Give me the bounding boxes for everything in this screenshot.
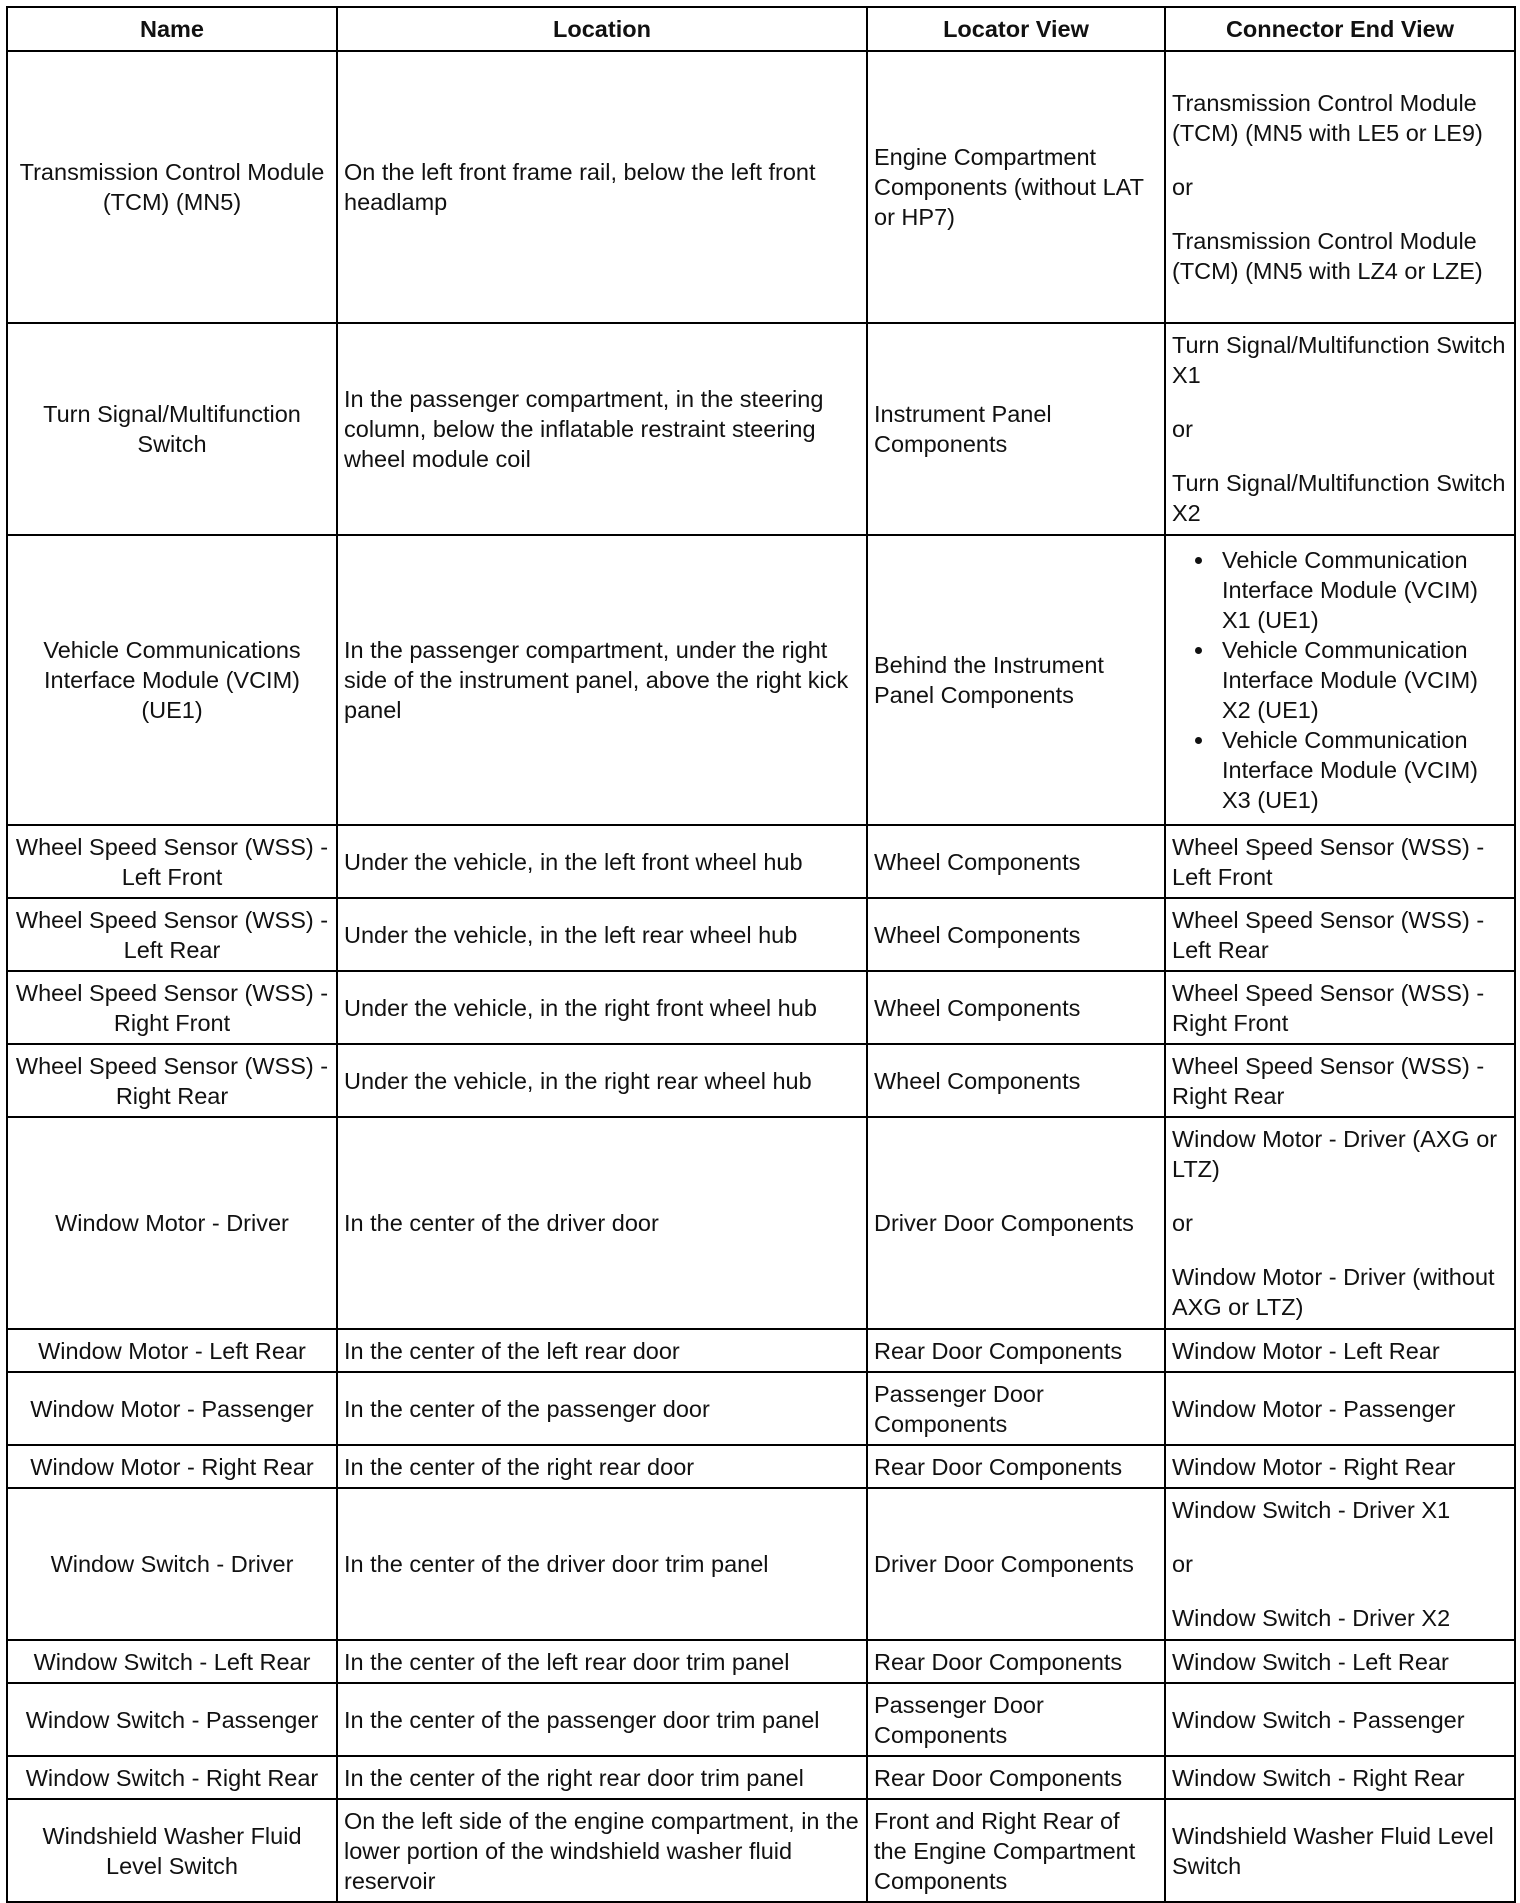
component-location: In the center of the driver door xyxy=(337,1117,867,1329)
locator-view: Driver Door Components xyxy=(867,1117,1165,1329)
connector-end-view xyxy=(1165,1117,1515,1329)
table-row xyxy=(7,1683,1515,1756)
component-location: In the center of the right rear door trim panel xyxy=(337,1756,867,1799)
table-row xyxy=(7,1488,1515,1640)
locator-view: Rear Door Components xyxy=(867,1329,1165,1372)
locator-view: Wheel Components xyxy=(867,1044,1165,1117)
component-name: Window Switch - Driver xyxy=(7,1488,337,1640)
connector-or: or xyxy=(1172,1210,1193,1236)
locator-view: Rear Door Components xyxy=(867,1445,1165,1488)
table-row xyxy=(7,1445,1515,1488)
component-name: Window Motor - Left Rear xyxy=(7,1329,337,1372)
locator-view: Wheel Components xyxy=(867,971,1165,1044)
connector-end-view: Window Motor - Left Rear xyxy=(1165,1329,1515,1372)
component-name: Window Motor - Driver xyxy=(7,1117,337,1329)
component-name: Windshield Washer Fluid Level Switch xyxy=(7,1799,337,1902)
locator-view: Passenger Door Components xyxy=(867,1372,1165,1445)
component-location: Under the vehicle, in the left front wheel hub xyxy=(337,825,867,898)
table-row xyxy=(7,1799,1515,1902)
connector-end-view xyxy=(1165,323,1515,535)
connector-or: or xyxy=(1172,1551,1193,1577)
connector-option: Window Switch - Driver X1 xyxy=(1172,1497,1451,1523)
component-location: In the passenger compartment, under the right side of the instrument panel, above the right kick panel xyxy=(337,535,867,825)
component-location: In the center of the driver door trim panel xyxy=(337,1488,867,1640)
connector-end-view: Wheel Speed Sensor (WSS) - Right Rear xyxy=(1165,1044,1515,1117)
component-location: In the center of the left rear door xyxy=(337,1329,867,1372)
component-location: Under the vehicle, in the left rear wheel hub xyxy=(337,898,867,971)
list-item: • Vehicle Communication Interface Module (VCIM) X2 (UE1) xyxy=(1216,635,1508,725)
connector-end-view: Window Switch - Right Rear xyxy=(1165,1756,1515,1799)
connector-end-view: Windshield Washer Fluid Level Switch xyxy=(1165,1799,1515,1902)
table-row xyxy=(7,971,1515,1044)
connector-option: Turn Signal/Multifunction Switch X2 xyxy=(1172,470,1506,526)
connector-or: or xyxy=(1172,174,1193,200)
list-item: • Vehicle Communication Interface Module (VCIM) X3 (UE1) xyxy=(1216,725,1508,815)
table-row xyxy=(7,1372,1515,1445)
component-location: In the center of the passenger door trim panel xyxy=(337,1683,867,1756)
component-name: Window Switch - Passenger xyxy=(7,1683,337,1756)
table-row xyxy=(7,1117,1515,1329)
component-location: In the center of the left rear door trim panel xyxy=(337,1640,867,1683)
table-row xyxy=(7,323,1515,535)
connector-or: or xyxy=(1172,416,1193,442)
component-name: Window Motor - Passenger xyxy=(7,1372,337,1445)
component-location: On the left side of the engine compartment, in the lower portion of the windshield washer fluid reservoir xyxy=(337,1799,867,1902)
component-location: Under the vehicle, in the right front wheel hub xyxy=(337,971,867,1044)
component-name: Wheel Speed Sensor (WSS) - Right Rear xyxy=(7,1044,337,1117)
component-name: Transmission Control Module (TCM) (MN5) xyxy=(7,51,337,323)
connector-end-view: Window Motor - Right Rear xyxy=(1165,1445,1515,1488)
locator-view: Passenger Door Components xyxy=(867,1683,1165,1756)
connector-bullet-list xyxy=(1172,545,1508,815)
table-row xyxy=(7,51,1515,323)
header-name: Name xyxy=(7,7,337,51)
connector-end-view: Window Switch - Passenger xyxy=(1165,1683,1515,1756)
locator-view: Engine Compartment Components (without LAT or HP7) xyxy=(867,51,1165,323)
header-row xyxy=(7,7,1515,51)
component-locator-table xyxy=(6,6,1516,1903)
component-name: Vehicle Communications Interface Module (VCIM) (UE1) xyxy=(7,535,337,825)
component-name: Wheel Speed Sensor (WSS) - Left Front xyxy=(7,825,337,898)
header-locator-view: Locator View xyxy=(867,7,1165,51)
connector-end-view: Wheel Speed Sensor (WSS) - Left Rear xyxy=(1165,898,1515,971)
locator-view: Behind the Instrument Panel Components xyxy=(867,535,1165,825)
connector-option: Window Motor - Driver (AXG or LTZ) xyxy=(1172,1126,1498,1182)
table-row xyxy=(7,898,1515,971)
table-row xyxy=(7,1044,1515,1117)
component-name: Turn Signal/Multifunction Switch xyxy=(7,323,337,535)
connector-end-view: Wheel Speed Sensor (WSS) - Right Front xyxy=(1165,971,1515,1044)
connector-option: Window Motor - Driver (without AXG or LTZ) xyxy=(1172,1264,1495,1320)
connector-option: Transmission Control Module (TCM) (MN5 with LZ4 or LZE) xyxy=(1172,228,1483,284)
table-row xyxy=(7,1640,1515,1683)
locator-view: Instrument Panel Components xyxy=(867,323,1165,535)
connector-end-view: Window Motor - Passenger xyxy=(1165,1372,1515,1445)
connector-option: Transmission Control Module (TCM) (MN5 with LE5 or LE9) xyxy=(1172,90,1483,146)
component-location: On the left front frame rail, below the left front headlamp xyxy=(337,51,867,323)
connector-end-view xyxy=(1165,1488,1515,1640)
component-location: In the center of the right rear door xyxy=(337,1445,867,1488)
component-name: Window Switch - Right Rear xyxy=(7,1756,337,1799)
locator-view: Wheel Components xyxy=(867,898,1165,971)
table-row xyxy=(7,535,1515,825)
header-location: Location xyxy=(337,7,867,51)
locator-view: Driver Door Components xyxy=(867,1488,1165,1640)
connector-end-view xyxy=(1165,51,1515,323)
table-row xyxy=(7,1329,1515,1372)
component-name: Wheel Speed Sensor (WSS) - Left Rear xyxy=(7,898,337,971)
component-name: Window Motor - Right Rear xyxy=(7,1445,337,1488)
connector-end-view xyxy=(1165,535,1515,825)
component-location: In the passenger compartment, in the steering column, below the inflatable restraint steering wheel module coil xyxy=(337,323,867,535)
header-connector-end-view: Connector End View xyxy=(1165,7,1515,51)
component-name: Window Switch - Left Rear xyxy=(7,1640,337,1683)
table-row xyxy=(7,825,1515,898)
locator-view: Wheel Components xyxy=(867,825,1165,898)
connector-end-view: Window Switch - Left Rear xyxy=(1165,1640,1515,1683)
component-name: Wheel Speed Sensor (WSS) - Right Front xyxy=(7,971,337,1044)
connector-option: Turn Signal/Multifunction Switch X1 xyxy=(1172,332,1506,388)
locator-view: Rear Door Components xyxy=(867,1640,1165,1683)
table-row xyxy=(7,1756,1515,1799)
list-item: • Vehicle Communication Interface Module (VCIM) X1 (UE1) xyxy=(1216,545,1508,635)
locator-view: Front and Right Rear of the Engine Compartment Components xyxy=(867,1799,1165,1902)
connector-option: Window Switch - Driver X2 xyxy=(1172,1605,1451,1631)
component-location: In the center of the passenger door xyxy=(337,1372,867,1445)
locator-view: Rear Door Components xyxy=(867,1756,1165,1799)
component-location: Under the vehicle, in the right rear wheel hub xyxy=(337,1044,867,1117)
connector-end-view: Wheel Speed Sensor (WSS) - Left Front xyxy=(1165,825,1515,898)
